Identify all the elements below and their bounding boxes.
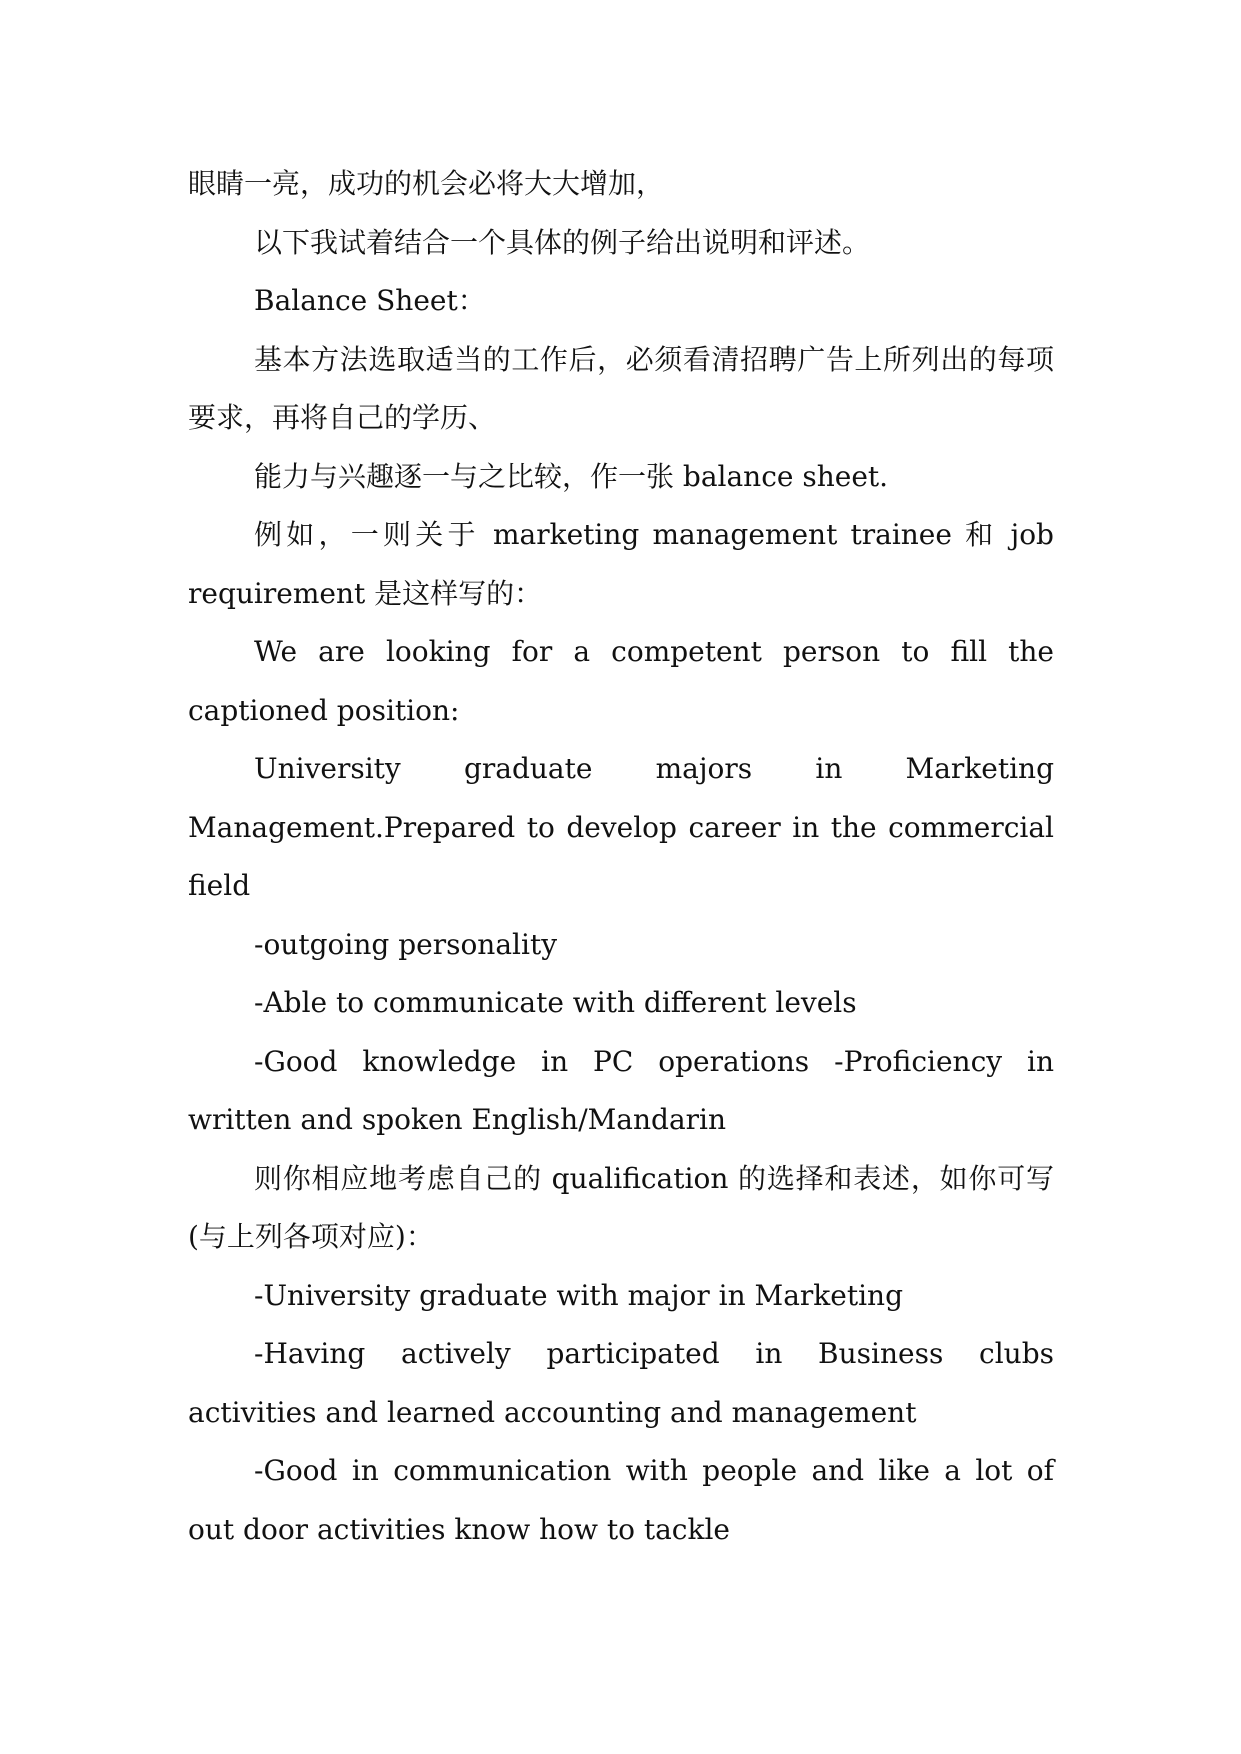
document-page — [188, 155, 1054, 1559]
paragraph-14: -Having actively participated in Business clubs activities and learned accounting and management — [188, 1337, 1054, 1429]
paragraph-6: 例如，一则关于 marketing management trainee 和 job requirement 是这样写的： — [188, 518, 1054, 610]
paragraph-11: -Good knowledge in PC operations -Proficiency in written and spoken English/Mandarin — [188, 1044, 1054, 1136]
paragraph-13: -University graduate with major in Marketing — [254, 1278, 904, 1312]
paragraph-7: We are looking for a competent person to fill the captioned position: — [188, 635, 1054, 727]
paragraph-5: 能力与兴趣逐一与之比较，作一张 balance sheet. — [254, 459, 889, 493]
paragraph-2: 以下我试着结合一个具体的例子给出说明和评述。 — [254, 225, 871, 259]
paragraph-8: University graduate majors in Marketing Management.Prepared to develop career in the commercial field — [188, 752, 1054, 902]
paragraph-3: Balance Sheet： — [254, 284, 486, 317]
paragraph-12: 则你相应地考虑自己的 qualification 的选择和表述，如你可写(与上列各项对应)： — [188, 1161, 1054, 1253]
paragraph-10: -Able to communicate with different levels — [254, 986, 857, 1019]
paragraph-9: -outgoing personality — [254, 927, 558, 961]
paragraph-4: 基本方法选取适当的工作后，必须看清招聘广告上所列出的每项要求，再将自己的学历、 — [188, 342, 1054, 434]
paragraph-15: -Good in communication with people and like a lot of out door activities know how to tackle — [188, 1454, 1054, 1546]
paragraph-1: 眼睛一亮，成功的机会必将大大增加， — [188, 167, 665, 200]
